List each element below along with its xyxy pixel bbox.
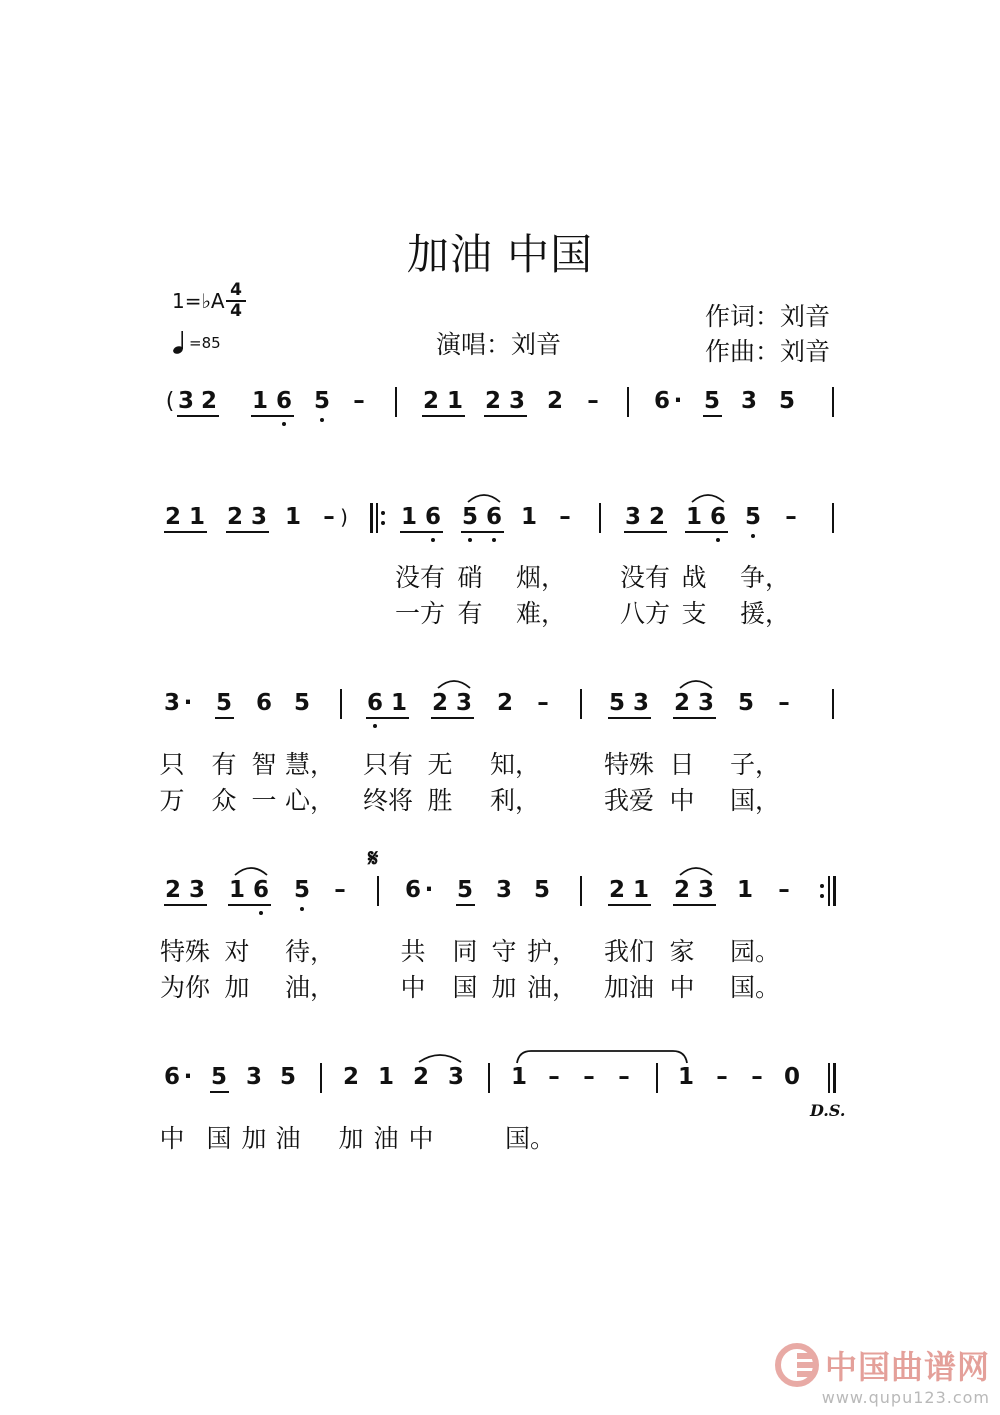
lyric: 加: [491, 973, 517, 1002]
lyric: 援，: [739, 599, 791, 628]
note: 6: [366, 690, 384, 716]
eighth-underline: [673, 904, 716, 906]
note: 2: [226, 504, 244, 530]
eighth-underline: [461, 531, 504, 533]
lyric: 硝: [457, 563, 483, 592]
lyricist-credit: 作词：刘音: [705, 302, 831, 331]
low-octave-dot: [300, 907, 304, 911]
dal-segno-mark: D.S.: [810, 1101, 846, 1120]
note: 1: [228, 877, 246, 903]
note: 5: [293, 690, 311, 716]
barline: [580, 876, 582, 906]
eighth-underline: [251, 415, 294, 417]
note: 2: [412, 1064, 430, 1090]
lyric: 一方: [394, 599, 446, 628]
dash: –: [716, 1064, 728, 1090]
note: 6: [275, 388, 293, 414]
note: 6: [255, 690, 273, 716]
lyric: 为你: [159, 973, 211, 1002]
lyric: 园。: [729, 937, 781, 966]
low-octave-dot: [751, 534, 755, 538]
note: 2: [342, 1064, 360, 1090]
lyric: 加: [224, 973, 250, 1002]
note: 2: [546, 388, 564, 414]
lyric: 没有: [619, 563, 671, 592]
dash: –: [323, 504, 335, 530]
score-row-4: [0, 877, 1000, 903]
lyric: 加: [241, 1124, 267, 1153]
note: 1: [390, 690, 408, 716]
eighth-underline: [703, 415, 722, 417]
watermark: [775, 1342, 990, 1407]
note: 3: [495, 877, 513, 903]
low-octave-dot: [468, 538, 472, 542]
tie-slur: [678, 677, 714, 689]
lyric: 争，: [739, 563, 791, 592]
note: 2: [164, 504, 182, 530]
lyric: 万: [159, 786, 185, 815]
note: 3: [697, 877, 715, 903]
score-row-1: [0, 388, 1000, 414]
lyric: 只有: [362, 750, 414, 779]
note: 2: [484, 388, 502, 414]
time-signature-top: 4: [230, 280, 242, 300]
note: 5: [703, 388, 721, 414]
augmentation-dot: ·: [673, 388, 683, 414]
dash: –: [537, 690, 549, 716]
low-octave-dot: [492, 538, 496, 542]
note: 1: [284, 504, 302, 530]
dash: –: [559, 504, 571, 530]
lyric: 油，: [284, 973, 336, 1002]
lyric: 众: [211, 786, 237, 815]
final-barline: [833, 1063, 836, 1093]
dash: –: [548, 1064, 560, 1090]
dash: –: [587, 388, 599, 414]
lyric: 油: [275, 1124, 301, 1153]
barline: [832, 689, 834, 719]
eighth-underline: [164, 904, 207, 906]
lyric: 一: [251, 786, 277, 815]
lyric: 护，: [526, 937, 578, 966]
eighth-underline: [608, 717, 651, 719]
barline: [832, 503, 834, 533]
lyric: 智: [251, 750, 277, 779]
note: 5: [279, 1064, 297, 1090]
quarter-note-icon: [172, 330, 186, 356]
eighth-underline: [226, 531, 269, 533]
performer-credit: 演唱：刘音: [436, 330, 562, 359]
lyric: 国: [206, 1124, 232, 1153]
note: 1: [377, 1064, 395, 1090]
lyric: 国。: [729, 973, 781, 1002]
score-row-3: [0, 690, 1000, 716]
note: 2: [200, 388, 218, 414]
site-logo-icon: [775, 1343, 819, 1387]
repeat-start-barline: [376, 503, 378, 533]
tie-slur: [466, 491, 502, 503]
low-octave-dot: [431, 538, 435, 542]
eighth-underline: [177, 415, 219, 417]
barline: [627, 387, 629, 417]
note: 3: [697, 690, 715, 716]
lyric: 加油: [603, 973, 655, 1002]
note: 1: [685, 504, 703, 530]
augmentation-dot: ·: [424, 877, 434, 903]
note: 1: [400, 504, 418, 530]
eighth-underline: [624, 531, 667, 533]
lyric: 有: [457, 599, 483, 628]
lyric: 终将: [362, 786, 414, 815]
barline: [832, 387, 834, 417]
note: 2: [648, 504, 666, 530]
note: 6: [709, 504, 727, 530]
lyric: 家: [669, 937, 695, 966]
dash: –: [751, 1064, 763, 1090]
repeat-end-barline: [833, 876, 836, 906]
note: 3: [624, 504, 642, 530]
eighth-underline: [673, 717, 716, 719]
eighth-underline: [366, 717, 409, 719]
lyric: 油: [373, 1124, 399, 1153]
low-octave-dot: [373, 724, 377, 728]
augmentation-dot: ·: [183, 690, 193, 716]
note: 5: [461, 504, 479, 530]
dash: –: [785, 504, 797, 530]
note: 3: [188, 877, 206, 903]
repeat-end-barline: [828, 876, 830, 906]
final-barline: [828, 1063, 830, 1093]
note: 1: [510, 1064, 528, 1090]
eighth-underline: [456, 904, 475, 906]
eighth-underline: [400, 531, 443, 533]
tempo-value: =85: [189, 334, 221, 352]
lyric: 支: [681, 599, 707, 628]
note: 2: [673, 690, 691, 716]
barline: [377, 876, 379, 906]
lyric: 特殊: [159, 937, 211, 966]
eighth-underline: [484, 415, 527, 417]
eighth-underline: [685, 531, 728, 533]
note: 2: [673, 877, 691, 903]
tie-slur: [436, 677, 472, 689]
lyric: 无: [427, 750, 453, 779]
eighth-underline: [422, 415, 465, 417]
eighth-underline: [215, 717, 234, 719]
note: 3: [740, 388, 758, 414]
note: 5: [456, 877, 474, 903]
note: 5: [608, 690, 626, 716]
note: 5: [778, 388, 796, 414]
lyric: 中: [400, 973, 426, 1002]
lyric: 国。: [504, 1124, 556, 1153]
note: 1: [520, 504, 538, 530]
eighth-underline: [608, 904, 651, 906]
song-title: 加油 中国: [406, 230, 594, 279]
lyric: 国: [452, 973, 478, 1002]
repeat-dot: [381, 521, 385, 525]
note: 5: [737, 690, 755, 716]
note: 5: [313, 388, 331, 414]
note: 6: [424, 504, 442, 530]
note: 2: [496, 690, 514, 716]
time-signature: [226, 282, 246, 320]
dash: –: [334, 877, 346, 903]
lyric: 只: [159, 750, 185, 779]
note: 3: [250, 504, 268, 530]
tie-slur: [690, 491, 726, 503]
time-signature-bottom: 4: [230, 301, 242, 321]
tie-slur: [417, 1051, 463, 1063]
note: 6: [653, 388, 671, 414]
note: 2: [422, 388, 440, 414]
lyric: 子，: [729, 750, 781, 779]
lyric: 中: [159, 1124, 185, 1153]
watermark-name: 中国曲谱网: [824, 1348, 990, 1386]
composer-credit: 作曲：刘音: [705, 337, 831, 366]
lyric: 我们: [603, 937, 655, 966]
barline: [395, 387, 397, 417]
note: 6: [163, 1064, 181, 1090]
note: 1: [188, 504, 206, 530]
note: 1: [446, 388, 464, 414]
lyric: 国，: [729, 786, 781, 815]
low-octave-dot: [716, 538, 720, 542]
note: 2: [164, 877, 182, 903]
lyric: 有: [211, 750, 237, 779]
note: 2: [431, 690, 449, 716]
lyric: 共: [400, 937, 426, 966]
note: 3: [447, 1064, 465, 1090]
lyric: 烟，: [515, 563, 567, 592]
dash: –: [618, 1064, 630, 1090]
note: 1: [632, 877, 650, 903]
low-octave-dot: [320, 418, 324, 422]
dash: –: [583, 1064, 595, 1090]
barline: [656, 1063, 658, 1093]
low-octave-dot: [259, 911, 263, 915]
close-paren: ): [340, 505, 348, 529]
repeat-dot: [381, 511, 385, 515]
repeat-dot: [820, 894, 824, 898]
note: 3: [455, 690, 473, 716]
eighth-underline: [228, 904, 271, 906]
low-octave-dot: [282, 422, 286, 426]
lyric: 我爱: [603, 786, 655, 815]
lyric: 胜: [427, 786, 453, 815]
lyric: 加: [338, 1124, 364, 1153]
tie-slur: [678, 864, 714, 876]
note: 3: [177, 388, 195, 414]
lyric: 日: [669, 750, 695, 779]
note: 5: [744, 504, 762, 530]
note: 6: [404, 877, 422, 903]
lyric: 特殊: [603, 750, 655, 779]
lyric: 知，: [489, 750, 541, 779]
watermark-url: www.qupu123.com: [821, 1388, 990, 1407]
note: 5: [533, 877, 551, 903]
eighth-underline: [210, 1091, 229, 1093]
lyric: 守: [491, 937, 517, 966]
lyric: 油，: [526, 973, 578, 1002]
lyric: 中: [408, 1124, 434, 1153]
segno-sign: 𝄋: [368, 844, 379, 872]
lyric: 利，: [489, 786, 541, 815]
repeat-dot: [820, 884, 824, 888]
barline: [599, 503, 601, 533]
eighth-underline: [431, 717, 474, 719]
note: 2: [608, 877, 626, 903]
note: 5: [293, 877, 311, 903]
augmentation-dot: ·: [183, 1064, 193, 1090]
note: 3: [245, 1064, 263, 1090]
note: 3: [508, 388, 526, 414]
note: 0: [783, 1064, 801, 1090]
lyric: 同: [452, 937, 478, 966]
barline: [580, 689, 582, 719]
note: 3: [163, 690, 181, 716]
lyric: 没有: [394, 563, 446, 592]
barline: [320, 1063, 322, 1093]
lyric: 慧，: [284, 750, 336, 779]
note: 1: [736, 877, 754, 903]
open-paren: (: [165, 389, 175, 414]
note: 3: [632, 690, 650, 716]
repeat-start-barline: [370, 503, 373, 533]
lyric: 战: [681, 563, 707, 592]
score-row-2: [0, 504, 1000, 530]
lyric: 中: [669, 973, 695, 1002]
note: 1: [251, 388, 269, 414]
score-row-5: [0, 1064, 1000, 1090]
barline: [340, 689, 342, 719]
lyric: 对: [224, 937, 250, 966]
lyric: 难，: [515, 599, 567, 628]
lyric: 心，: [284, 786, 336, 815]
eighth-underline: [164, 531, 207, 533]
note: 5: [215, 690, 233, 716]
dash: –: [778, 690, 790, 716]
note: 6: [485, 504, 503, 530]
dash: –: [353, 388, 365, 414]
lyric: 八方: [619, 599, 671, 628]
note: 1: [677, 1064, 695, 1090]
tie-slur: [515, 1050, 689, 1064]
barline: [488, 1063, 490, 1093]
tie-slur: [233, 864, 269, 876]
note: 6: [252, 877, 270, 903]
note: 5: [210, 1064, 228, 1090]
dash: –: [778, 877, 790, 903]
key-signature: 1=♭A: [172, 289, 225, 313]
lyric: 中: [669, 786, 695, 815]
lyric: 待，: [284, 937, 336, 966]
